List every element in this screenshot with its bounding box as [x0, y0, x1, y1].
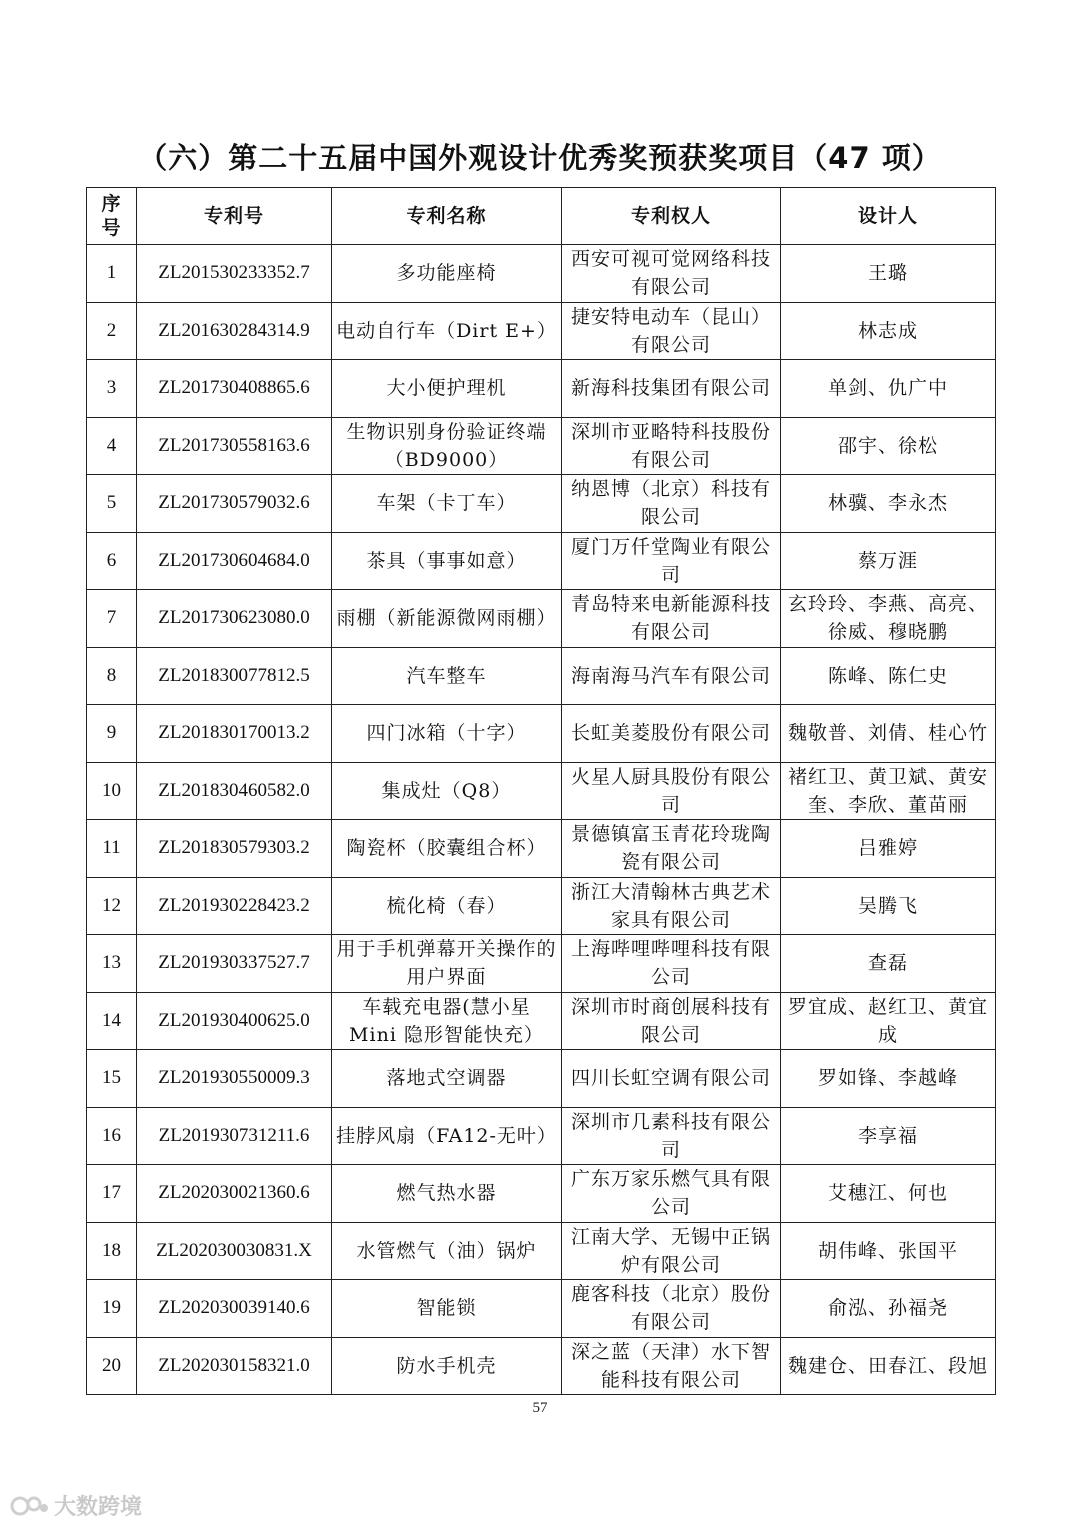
watermark-logo-icon: [10, 1494, 50, 1518]
cell-patent-name: 防水手机壳: [332, 1337, 562, 1395]
cell-patent-no: ZL201930550009.3: [137, 1050, 332, 1108]
cell-patent-name: 挂脖风扇（FA12-无叶）: [332, 1107, 562, 1165]
cell-designer: 艾穗江、何也: [781, 1165, 996, 1223]
cell-patent-no: ZL201830579303.2: [137, 820, 332, 878]
cell-designer: 俞泓、孙福尧: [781, 1280, 996, 1338]
cell-patent-no: ZL201730558163.6: [137, 417, 332, 475]
cell-designer: 吕雅婷: [781, 820, 996, 878]
table-row: [87, 1050, 996, 1108]
cell-patentee: 海南海马汽车有限公司: [562, 647, 781, 705]
table-row: [87, 1337, 996, 1395]
cell-designer: 王璐: [781, 245, 996, 303]
cell-seq: 4: [87, 417, 137, 475]
cell-patentee: 厦门万仟堂陶业有限公司: [562, 532, 781, 590]
cell-designer: 褚红卫、黄卫斌、黄安奎、李欣、董苗丽: [781, 762, 996, 820]
cell-patent-no: ZL202030158321.0: [137, 1337, 332, 1395]
cell-patent-name: 车架（卡丁车）: [332, 475, 562, 533]
cell-patent-name: 大小便护理机: [332, 360, 562, 418]
cell-seq: 19: [87, 1280, 137, 1338]
table-row: [87, 992, 996, 1050]
table-row: [87, 1165, 996, 1223]
table-row: [87, 820, 996, 878]
cell-seq: 15: [87, 1050, 137, 1108]
cell-seq: 11: [87, 820, 137, 878]
cell-patent-no: ZL201730408865.6: [137, 360, 332, 418]
cell-patent-name: 用于手机弹幕开关操作的用户界面: [332, 935, 562, 993]
cell-seq: 8: [87, 647, 137, 705]
cell-designer: 林志成: [781, 302, 996, 360]
cell-patent-name: 集成灶（Q8）: [332, 762, 562, 820]
cell-patent-name: 陶瓷杯（胶囊组合杯）: [332, 820, 562, 878]
page-number: 57: [532, 1400, 548, 1416]
cell-patent-no: ZL201730623080.0: [137, 590, 332, 648]
cell-patent-name: 智能锁: [332, 1280, 562, 1338]
cell-patent-name: 车载充电器(慧小星 Mini 隐形智能快充）: [332, 992, 562, 1050]
watermark: [10, 1490, 142, 1521]
table-row: [87, 417, 996, 475]
cell-designer: 陈峰、陈仁史: [781, 647, 996, 705]
table-row: [87, 705, 996, 763]
cell-patentee: 青岛特来电新能源科技有限公司: [562, 590, 781, 648]
cell-patent-no: ZL202030030831.X: [137, 1222, 332, 1280]
watermark-text: 大数跨境: [54, 1495, 143, 1520]
cell-patent-name: 水管燃气（油）锅炉: [332, 1222, 562, 1280]
cell-designer: 胡伟峰、张国平: [781, 1222, 996, 1280]
table-header-row: [87, 188, 996, 245]
cell-designer: 查磊: [781, 935, 996, 993]
cell-patent-name: 生物识别身份验证终端（BD9000）: [332, 417, 562, 475]
cell-patent-no: ZL201830460582.0: [137, 762, 332, 820]
cell-designer: 蔡万涯: [781, 532, 996, 590]
cell-patent-name: 燃气热水器: [332, 1165, 562, 1223]
table-row: [87, 647, 996, 705]
header-designer: 设计人: [781, 188, 996, 245]
cell-patentee: 广东万家乐燃气具有限公司: [562, 1165, 781, 1223]
cell-patentee: 上海哔哩哔哩科技有限公司: [562, 935, 781, 993]
cell-seq: 18: [87, 1222, 137, 1280]
cell-seq: 9: [87, 705, 137, 763]
cell-patent-no: ZL201730604684.0: [137, 532, 332, 590]
cell-patentee: 浙江大清翰林古典艺术家具有限公司: [562, 877, 781, 935]
cell-seq: 12: [87, 877, 137, 935]
cell-designer: 邵宇、徐松: [781, 417, 996, 475]
cell-seq: 20: [87, 1337, 137, 1395]
cell-patentee: 四川长虹空调有限公司: [562, 1050, 781, 1108]
cell-patentee: 景德镇富玉青花玲珑陶瓷有限公司: [562, 820, 781, 878]
cell-patentee: 深圳市几素科技有限公司: [562, 1107, 781, 1165]
cell-designer: 魏建仓、田春江、段旭: [781, 1337, 996, 1395]
cell-patent-no: ZL201930228423.2: [137, 877, 332, 935]
cell-patentee: 深圳市时商创展科技有限公司: [562, 992, 781, 1050]
cell-patent-no: ZL201830077812.5: [137, 647, 332, 705]
cell-seq: 13: [87, 935, 137, 993]
table-row: [87, 877, 996, 935]
cell-patent-name: 四门冰箱（十字）: [332, 705, 562, 763]
cell-patent-no: ZL202030021360.6: [137, 1165, 332, 1223]
cell-designer: 单剑、仇广中: [781, 360, 996, 418]
cell-patentee: 新海科技集团有限公司: [562, 360, 781, 418]
table-row: [87, 1107, 996, 1165]
cell-patent-no: ZL201930400625.0: [137, 992, 332, 1050]
cell-patent-name: 多功能座椅: [332, 245, 562, 303]
cell-seq: 1: [87, 245, 137, 303]
table-row: [87, 475, 996, 533]
header-patentee: 专利权人: [562, 188, 781, 245]
table-row: [87, 935, 996, 993]
cell-seq: 3: [87, 360, 137, 418]
cell-seq: 5: [87, 475, 137, 533]
cell-seq: 17: [87, 1165, 137, 1223]
cell-patentee: 深圳市亚略特科技股份有限公司: [562, 417, 781, 475]
cell-patent-name: 梳化椅（春）: [332, 877, 562, 935]
cell-seq: 10: [87, 762, 137, 820]
table-row: [87, 532, 996, 590]
header-seq-line2: 号: [101, 217, 122, 239]
header-patent-no: 专利号: [137, 188, 332, 245]
cell-patent-name: 落地式空调器: [332, 1050, 562, 1108]
cell-patentee: 捷安特电动车（昆山）有限公司: [562, 302, 781, 360]
cell-patentee: 西安可视可觉网络科技有限公司: [562, 245, 781, 303]
cell-seq: 14: [87, 992, 137, 1050]
cell-designer: 吴腾飞: [781, 877, 996, 935]
table-row: [87, 360, 996, 418]
cell-patent-no: ZL201730579032.6: [137, 475, 332, 533]
cell-patent-no: ZL201930337527.7: [137, 935, 332, 993]
cell-patent-name: 电动自行车（Dirt E+）: [332, 302, 562, 360]
cell-patentee: 纳恩博（北京）科技有限公司: [562, 475, 781, 533]
cell-designer: 李享福: [781, 1107, 996, 1165]
cell-patentee: 火星人厨具股份有限公司: [562, 762, 781, 820]
cell-patent-no: ZL202030039140.6: [137, 1280, 332, 1338]
cell-designer: 罗如锋、李越峰: [781, 1050, 996, 1108]
patent-table: [86, 187, 996, 1395]
document-title: （六）第二十五届中国外观设计优秀奖预获奖项目（47 项）: [138, 141, 942, 175]
cell-designer: 罗宜成、赵红卫、黄宜成: [781, 992, 996, 1050]
cell-patent-name: 雨棚（新能源微网雨棚）: [332, 590, 562, 648]
cell-seq: 6: [87, 532, 137, 590]
cell-seq: 7: [87, 590, 137, 648]
cell-patent-no: ZL201630284314.9: [137, 302, 332, 360]
header-seq: [87, 188, 137, 245]
cell-seq: 2: [87, 302, 137, 360]
table-row: [87, 1222, 996, 1280]
cell-patent-no: ZL201530233352.7: [137, 245, 332, 303]
table-row: [87, 1280, 996, 1338]
cell-patentee: 鹿客科技（北京）股份有限公司: [562, 1280, 781, 1338]
table-row: [87, 762, 996, 820]
cell-patent-name: 汽车整车: [332, 647, 562, 705]
cell-patentee: 深之蓝（天津）水下智能科技有限公司: [562, 1337, 781, 1395]
cell-patentee: 江南大学、无锡中正锅炉有限公司: [562, 1222, 781, 1280]
cell-seq: 16: [87, 1107, 137, 1165]
cell-patentee: 长虹美菱股份有限公司: [562, 705, 781, 763]
header-patent-name: 专利名称: [332, 188, 562, 245]
cell-designer: 玄玲玲、李燕、高亮、徐威、穆晓鹏: [781, 590, 996, 648]
cell-patent-name: 茶具（事事如意）: [332, 532, 562, 590]
cell-designer: 林骥、李永杰: [781, 475, 996, 533]
cell-designer: 魏敬普、刘倩、桂心竹: [781, 705, 996, 763]
header-seq-line1: 序: [101, 193, 122, 215]
cell-patent-no: ZL201930731211.6: [137, 1107, 332, 1165]
table-row: [87, 302, 996, 360]
cell-patent-no: ZL201830170013.2: [137, 705, 332, 763]
table-row: [87, 590, 996, 648]
table-row: [87, 245, 996, 303]
